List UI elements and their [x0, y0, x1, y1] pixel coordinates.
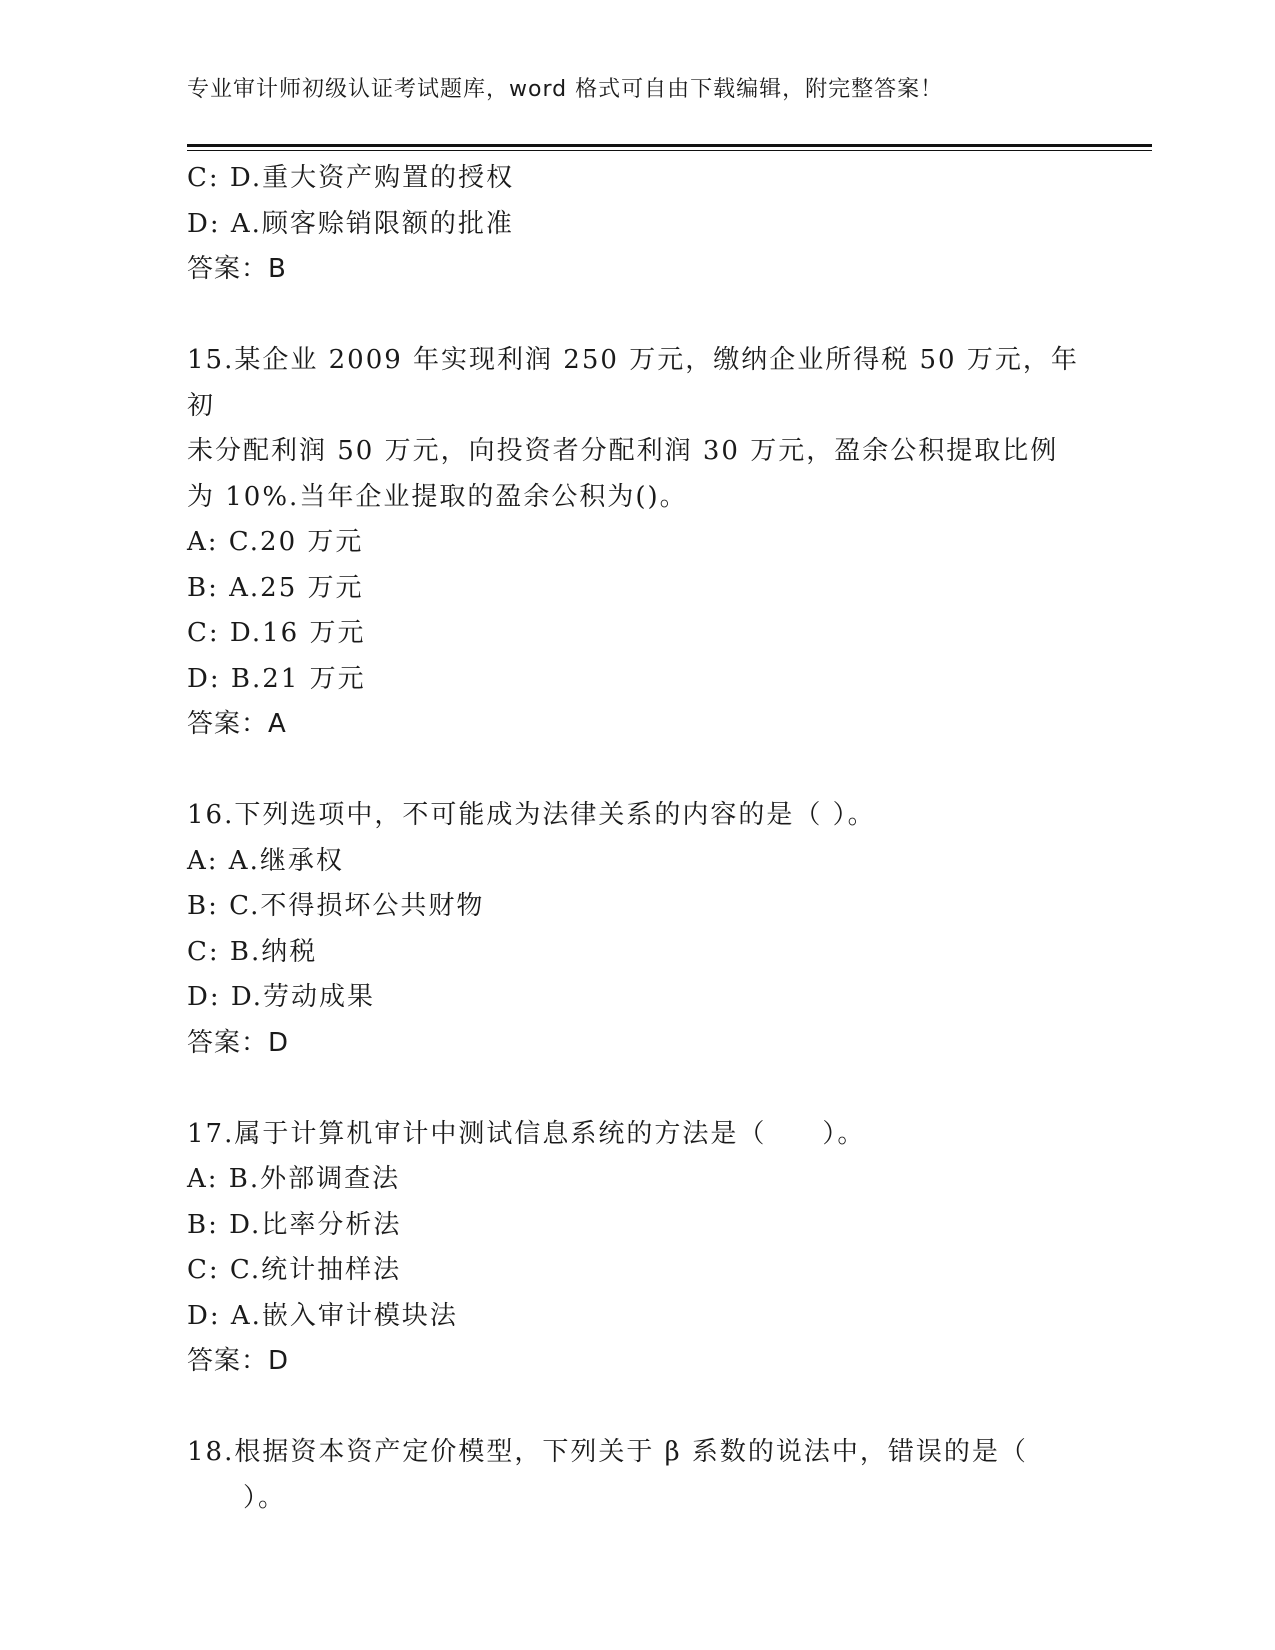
- question-15: [187, 338, 1087, 748]
- answer-label: 答案：D: [187, 1346, 290, 1376]
- option-c: C: D.16 万元: [187, 618, 366, 648]
- question-text-line: 15.某企业 2009 年实现利润 250 万元，缴纳企业所得税 50 万元，年初: [187, 345, 1079, 421]
- option-d: D: A.嵌入审计模块法: [187, 1300, 458, 1331]
- option-a: A: C.20 万元: [187, 527, 364, 557]
- option-b: B: D.比率分析法: [187, 1209, 402, 1240]
- question-text-line: 17.属于计算机审计中测试信息系统的方法是（ ）。: [187, 1118, 866, 1149]
- question-text-line: 为 10%.当年企业提取的盈余公积为()。: [187, 481, 688, 512]
- option-c: C: B.纳税: [187, 936, 318, 967]
- answer-label: 答案：D: [187, 1027, 290, 1058]
- question-text-line: 未分配利润 50 万元，向投资者分配利润 30 万元，盈余公积提取比例: [187, 436, 1059, 466]
- question-text-line: ）。: [187, 1482, 287, 1513]
- question-18: [187, 1430, 1087, 1521]
- option-b: B: C.不得损坏公共财物: [187, 891, 485, 921]
- header-divider-thin: [187, 150, 1152, 151]
- option-a: A: B.外部调查法: [187, 1164, 401, 1194]
- question-text-line: 18.根据资本资产定价模型，下列关于 β 系数的说法中，错误的是（: [187, 1437, 1028, 1467]
- option-d: D: A.顾客赊销限额的批准: [187, 208, 514, 239]
- answer-label: 答案：B: [187, 254, 287, 284]
- option-b: B: A.25 万元: [187, 572, 364, 603]
- question-17: [187, 1112, 1087, 1385]
- option-c: C: D.重大资产购置的授权: [187, 163, 515, 193]
- answer-label: 答案：A: [187, 709, 287, 739]
- question-list: [187, 156, 1087, 1521]
- header-divider-thick: [187, 144, 1152, 147]
- page-header: 专业审计师初级认证考试题库，word 格式可自由下载编辑，附完整答案！: [187, 77, 944, 102]
- question-text-line: 16.下列选项中，不可能成为法律关系的内容的是（ ）。: [187, 800, 876, 830]
- option-c: C: C.统计抽样法: [187, 1255, 402, 1285]
- question-16: [187, 793, 1087, 1066]
- option-d: D: B.21 万元: [187, 663, 366, 694]
- option-d: D: D.劳动成果: [187, 982, 376, 1012]
- partial-question: [187, 156, 1087, 293]
- option-a: A: A.继承权: [187, 845, 344, 876]
